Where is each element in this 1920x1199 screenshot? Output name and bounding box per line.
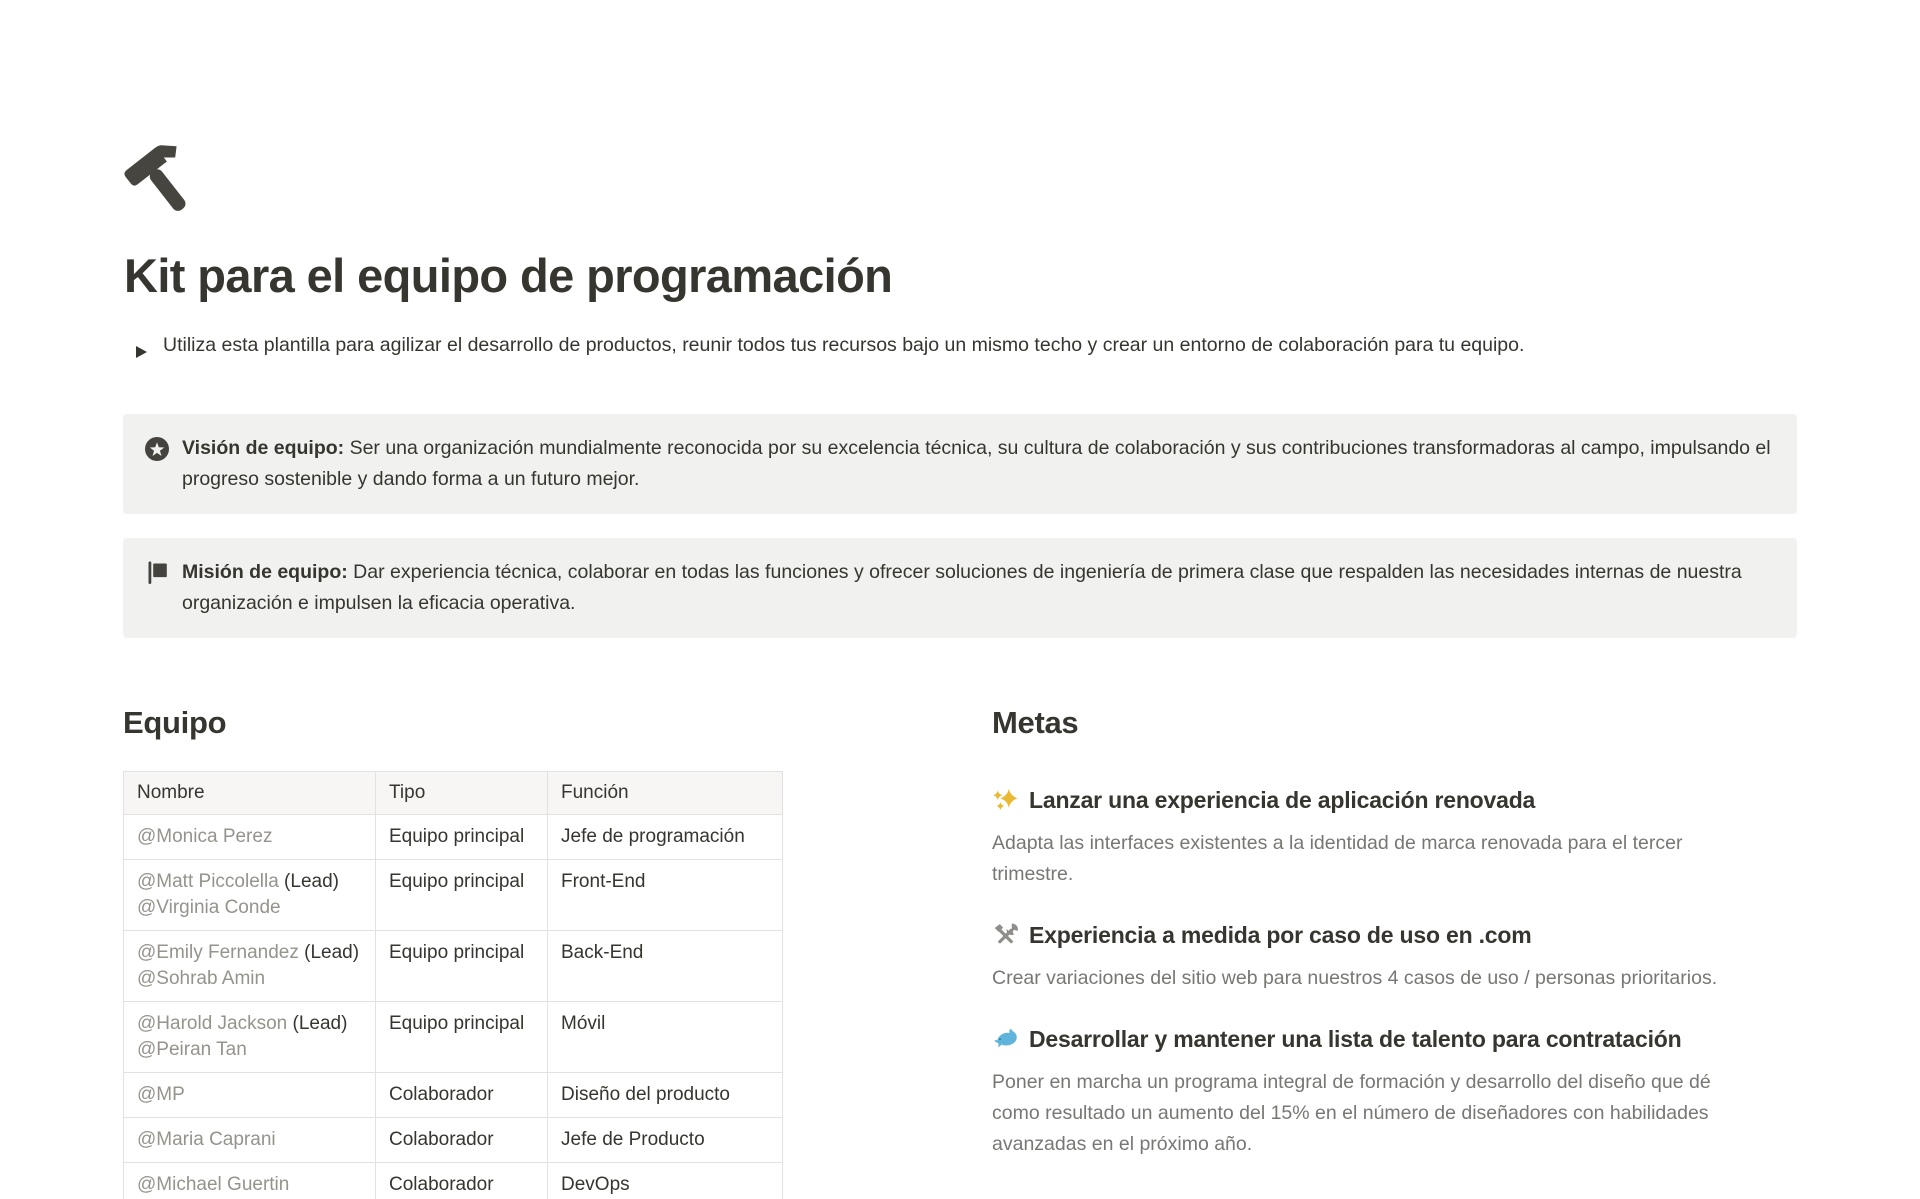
callout-mission-label: Misión de equipo: [182,561,348,583]
cell-nombre[interactable] [124,860,376,931]
intro-toggle[interactable] [123,330,1797,368]
cell-funcion[interactable]: Front-End [548,860,783,931]
cell-tipo[interactable]: Colaborador [376,1073,548,1118]
cell-tipo[interactable]: Colaborador [376,1163,548,1199]
cell-funcion[interactable]: Jefe de Producto [548,1118,783,1163]
goal-title[interactable] [992,785,1837,816]
mention-note: (Lead) [298,942,360,963]
callout-mission[interactable] [123,538,1797,638]
cell-nombre[interactable] [124,1118,376,1163]
cell-tipo[interactable]: Equipo principal [376,815,548,860]
cell-funcion[interactable]: Jefe de programación [548,815,783,860]
table-row [124,860,783,931]
cell-tipo[interactable]: Equipo principal [376,1002,548,1073]
goals-heading[interactable]: Metas [992,705,1079,740]
page-content [123,138,1797,1199]
team-table [123,771,783,1199]
toggle-triangle-icon[interactable] [135,330,163,368]
cell-funcion[interactable]: Back-End [548,931,783,1002]
column-header-funcion[interactable]: Función [548,772,783,815]
person-mention[interactable]: @Sohrab Amin [137,968,266,989]
team-heading[interactable]: Equipo [123,705,227,740]
goal-title-text: Desarrollar y mantener una lista de talento para contratación [1029,1026,1682,1052]
table-row [124,815,783,860]
callout-mission-text[interactable] [182,557,1773,619]
goal-description[interactable]: Adapta las interfaces existentes a la identidad de marca renovada para el tercer trimestre. [992,832,1683,885]
goal-title[interactable] [992,920,1837,951]
goal-item [992,1024,1837,1160]
table-row [124,1073,783,1118]
goal-description[interactable]: Crear variaciones del sitio web para nuestros 4 casos de uso / personas prioritarios. [992,967,1718,989]
person-mention[interactable]: @Michael Guertin [137,1174,290,1195]
goal-description[interactable]: Poner en marcha un programa integral de formación y desarrollo del diseño que dé como resultado un aumento del 15% en el número de diseñadores con habilidades avanzadas en el próximo año. [992,1071,1711,1155]
column-header-nombre[interactable]: Nombre [124,772,376,815]
cell-funcion[interactable]: Diseño del producto [548,1073,783,1118]
person-mention[interactable]: @Peiran Tan [137,1039,247,1060]
goal-title[interactable] [992,1024,1837,1055]
goal-item [992,785,1837,890]
cell-nombre[interactable] [124,815,376,860]
table-row [124,931,783,1002]
cell-funcion[interactable]: DevOps [548,1163,783,1199]
person-mention[interactable]: @Virginia Conde [137,897,281,918]
cell-nombre[interactable] [124,1073,376,1118]
goals-section [992,704,1837,1199]
page-title[interactable]: Kit para el equipo de programación [124,249,893,302]
person-mention[interactable]: @Maria Caprani [137,1129,276,1150]
mention-note: (Lead) [287,1013,348,1034]
goal-title-text: Experiencia a medida por caso de uso en .com [1029,922,1532,948]
dolphin-icon [992,1026,1019,1053]
person-mention[interactable]: @Matt Piccolella [137,871,279,892]
star-badge-icon[interactable] [144,436,170,462]
callout-vision-text[interactable] [182,433,1773,495]
hammer-wrench-icon [992,922,1019,949]
callout-vision[interactable] [123,414,1797,514]
person-mention[interactable]: @MP [137,1084,185,1105]
cell-tipo[interactable]: Equipo principal [376,860,548,931]
callout-vision-body: Ser una organización mundialmente reconocida por su excelencia técnica, su cultura de colaboración y sus contribuciones transformadoras al campo, impulsando el progreso sostenible y dando forma a un futuro mejor. [182,437,1771,490]
goal-item [992,920,1837,994]
table-row [124,1163,783,1199]
callout-vision-label: Visión de equipo: [182,437,345,459]
sparkles-icon [992,787,1019,814]
person-mention[interactable]: @Harold Jackson [137,1013,288,1034]
table-row [124,1002,783,1073]
columns [123,704,1797,1199]
callout-mission-body: Dar experiencia técnica, colaborar en todas las funciones y ofrecer soluciones de ingeniería de primera clase que respalden las necesidades internas de nuestra organización e impulsen la eficacia operativa. [182,561,1742,614]
cell-tipo[interactable]: Colaborador [376,1118,548,1163]
cell-nombre[interactable] [124,931,376,1002]
table-row [124,1118,783,1163]
person-mention[interactable]: @Monica Perez [137,826,273,847]
person-mention[interactable]: @Emily Fernandez [137,942,299,963]
cell-nombre[interactable] [124,1002,376,1073]
hammer-icon[interactable] [123,138,201,216]
goal-title-text: Lanzar una experiencia de aplicación renovada [1029,787,1536,813]
mention-note: (Lead) [278,871,339,892]
black-flag-icon[interactable] [144,560,170,586]
intro-text[interactable]: Utiliza esta plantilla para agilizar el desarrollo de productos, reunir todos tus recursos bajo un mismo techo y crear un entorno de colaboración para tu equipo. [163,334,1525,356]
table-header-row [124,772,783,815]
cell-funcion[interactable]: Móvil [548,1002,783,1073]
cell-nombre[interactable] [124,1163,376,1199]
team-section [123,704,782,1199]
column-header-tipo[interactable]: Tipo [376,772,548,815]
cell-tipo[interactable]: Equipo principal [376,931,548,1002]
